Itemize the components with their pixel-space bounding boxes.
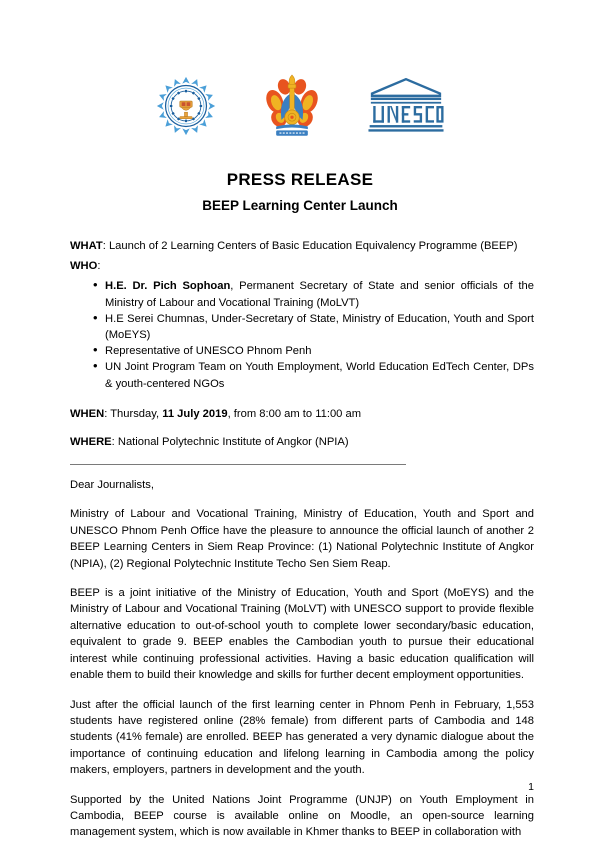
salutation: Dear Journalists, xyxy=(70,479,154,492)
molvt-ministry-logo xyxy=(155,75,217,137)
when-line xyxy=(70,406,534,422)
body-paragraph: Just after the official launch of the first learning center in Phnom Penh in February, 1,553 students have registered online (28% female) from different parts of Cambodia and 148 students (41% female) are enrolled. BEEP has generated a very dynamic dialogue about the importance of continuing education and lifelong learning in Cambodia among the policy makers, employers, partners in development and the youth. xyxy=(70,698,534,777)
who-list xyxy=(70,278,534,391)
who-item-text: H.E Serei Chumnas, Under-Secretary of State, Ministry of Education, Youth and Sport (MoEYS) xyxy=(105,312,534,342)
page-number: 1 xyxy=(528,781,534,793)
who-separator: : xyxy=(97,260,101,273)
document-body xyxy=(70,238,534,854)
section-divider xyxy=(70,464,406,465)
bullet-icon: • xyxy=(93,358,98,374)
what-line xyxy=(70,238,534,254)
body-paragraph: BEEP is a joint initiative of the Ministry of Education, Youth and Sport (MoEYS) and the Ministry of Labour and Vocational Training (MoLVT) with UNESCO support to provide flexible alternative education to out-of-school youth to complete lower secondary/basic education, equivalent to grade 9. BEEP enables the Cambodian youth to pursue their educational interest while continuing professional activities. Having a basic education qualification will enable them to build their knowledge and skills for further decent employment opportunities. xyxy=(70,587,534,682)
what-text: Launch of 2 Learning Centers of Basic Education Equivalency Programme (BEEP) xyxy=(108,240,518,252)
what-separator: : xyxy=(102,240,109,252)
when-date: 11 July 2019 xyxy=(162,407,228,420)
where-line xyxy=(70,434,534,450)
page-subtitle: BEEP Learning Center Launch xyxy=(202,198,398,213)
where-text: : National Polytechnic Institute of Angkor (NPIA) xyxy=(111,436,349,449)
who-item-text: Representative of UNESCO Phnom Penh xyxy=(105,345,312,358)
when-label: WHEN xyxy=(70,407,105,420)
list-item xyxy=(70,278,534,310)
what-label: WHAT xyxy=(70,240,103,252)
who-label: WHO xyxy=(70,260,98,273)
list-item xyxy=(70,311,534,343)
moeys-ministry-logo xyxy=(259,71,325,141)
where-label: WHERE xyxy=(70,436,112,449)
logo-band xyxy=(0,70,600,142)
body-paragraph: Supported by the United Nations Joint Programme (UNJP) on Youth Employment in Cambodia, BEEP course is available online on Moodle, an open-source learning management system, which is now available in Khmer thanks to BEEP in collaboration with xyxy=(70,793,534,839)
who-item-text: UN Joint Program Team on Youth Employment, World Education EdTech Center, DPs & youth-centered NGOs xyxy=(105,361,534,390)
who-item-text: , Permanent Secretary of State and senior officials of the Ministry of Labour and Vocational Training (MoLVT) xyxy=(105,280,534,309)
spacer xyxy=(70,426,534,434)
bullet-icon: • xyxy=(93,277,98,293)
bullet-icon: • xyxy=(93,342,98,358)
who-item-bold: H.E. Dr. Pich Sophoan xyxy=(105,280,231,293)
spacer xyxy=(70,398,534,406)
list-item xyxy=(70,343,534,359)
page-title: PRESS RELEASE xyxy=(226,170,374,189)
unesco-logo xyxy=(367,78,445,134)
body-paragraph: Ministry of Labour and Vocational Training, Ministry of Education, Youth and Sport and UNESCO Phnom Penh Office have the pleasure to announce the official launch of another 2 BEEP Learning Centers in Siem Reap Province: (1) National Polytechnic Institute of Angkor (NPIA), (2) Regional Polytechnic Institute Techo Sen Siem Reap. xyxy=(70,508,534,570)
when-pre: : Thursday, xyxy=(104,407,163,420)
bullet-icon: • xyxy=(93,309,98,325)
when-post: , from 8:00 am to 11:00 am xyxy=(227,407,362,420)
who-line xyxy=(70,258,534,274)
list-item xyxy=(70,359,534,391)
